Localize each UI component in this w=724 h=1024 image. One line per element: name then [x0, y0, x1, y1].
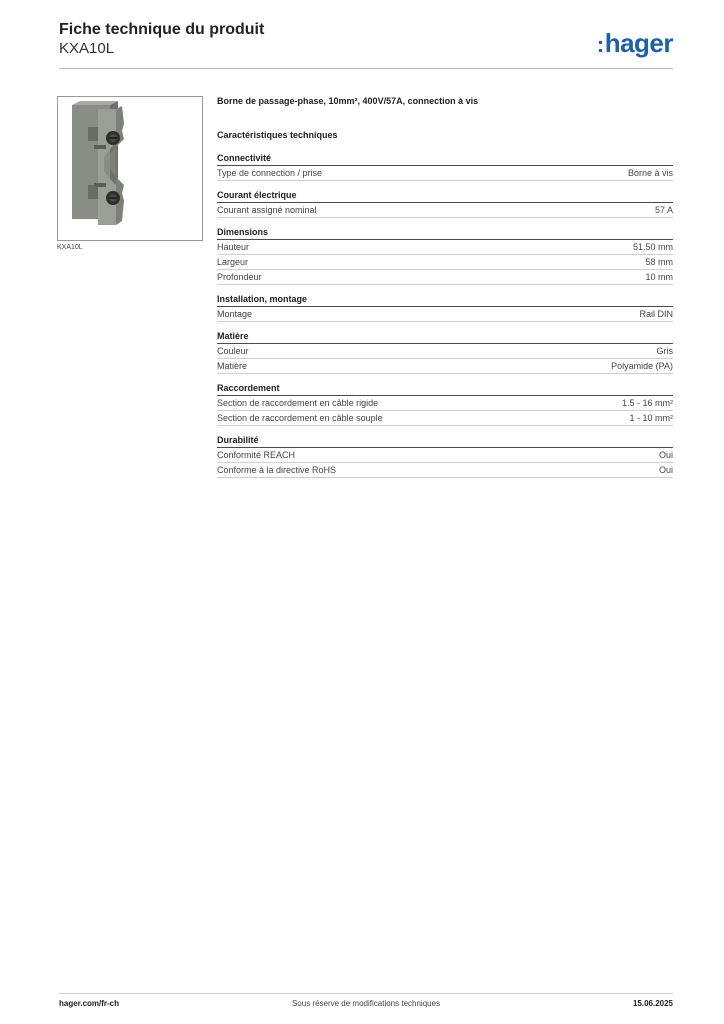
spec-group-title: Durabilité — [217, 434, 673, 448]
terminal-block-illustration — [58, 97, 202, 240]
spec-value: Polyamide (PA) — [611, 361, 673, 371]
spec-row — [217, 270, 673, 285]
spec-group — [217, 226, 673, 285]
spec-row — [217, 203, 673, 218]
product-reference: KXA10L — [59, 40, 115, 57]
spec-label: Section de raccordement en câble souple — [217, 413, 383, 423]
spec-row — [217, 411, 673, 426]
product-image — [57, 96, 203, 241]
spec-value: Borne à vis — [627, 168, 673, 178]
spec-value: Rail DIN — [639, 309, 673, 319]
spec-label: Profondeur — [217, 272, 262, 282]
spec-label: Conforme à la directive RoHS — [217, 465, 337, 475]
spec-value: Oui — [658, 465, 673, 475]
spec-label: Couleur — [217, 346, 249, 356]
technical-characteristics-heading: Caractéristiques techniques — [217, 130, 338, 140]
spec-group — [217, 152, 673, 181]
document-title: Fiche technique du produit — [59, 21, 265, 38]
header-divider — [59, 68, 673, 69]
footer-notice: Sous réserve de modifications techniques — [291, 999, 441, 1008]
page-header — [59, 20, 673, 58]
spec-group — [217, 189, 673, 218]
spec-value: 51.50 mm — [632, 242, 673, 252]
spec-label: Matière — [217, 361, 248, 371]
footer-divider — [59, 993, 673, 994]
product-summary: Borne de passage-phase, 10mm², 400V/57A, connection à vis — [217, 96, 479, 106]
spec-groups — [217, 152, 673, 478]
spec-value: 10 mm — [645, 272, 673, 282]
spec-group — [217, 293, 673, 322]
spec-row — [217, 255, 673, 270]
spec-value: Oui — [658, 450, 673, 460]
spec-row — [217, 448, 673, 463]
spec-value: 1.5 - 16 mm² — [621, 398, 673, 408]
spec-label: Largeur — [217, 257, 249, 267]
logo-colon: : — [596, 32, 604, 57]
spec-label: Courant assigné nominal — [217, 205, 317, 215]
footer-website-link[interactable]: hager.com/fr-ch — [59, 999, 120, 1008]
spec-row — [217, 344, 673, 359]
spec-row — [217, 396, 673, 411]
spec-group — [217, 330, 673, 374]
spec-label: Conformité REACH — [217, 450, 296, 460]
spec-group-title: Installation, montage — [217, 293, 673, 307]
spec-content — [217, 96, 673, 478]
spec-group-title: Courant électrique — [217, 189, 673, 203]
hager-logo — [597, 28, 673, 59]
spec-value: Gris — [656, 346, 673, 356]
spec-row — [217, 240, 673, 255]
spec-label: Type de connection / prise — [217, 168, 323, 178]
spec-group-title: Matière — [217, 330, 673, 344]
spec-row — [217, 166, 673, 181]
product-image-caption: KXA10L — [57, 244, 83, 251]
spec-value: 1 - 10 mm² — [629, 413, 673, 423]
spec-group — [217, 382, 673, 426]
footer-date: 15.06.2025 — [632, 999, 673, 1008]
spec-value: 58 mm — [645, 257, 673, 267]
spec-group — [217, 434, 673, 478]
spec-group-title: Dimensions — [217, 226, 673, 240]
logo-text: hager — [604, 28, 673, 58]
spec-label: Section de raccordement en câble rigide — [217, 398, 379, 408]
spec-row — [217, 307, 673, 322]
spec-group-title: Connectivité — [217, 152, 673, 166]
spec-label: Hauteur — [217, 242, 250, 252]
spec-value: 57 A — [654, 205, 673, 215]
spec-group-title: Raccordement — [217, 382, 673, 396]
spec-label: Montage — [217, 309, 253, 319]
spec-row — [217, 359, 673, 374]
spec-row — [217, 463, 673, 478]
